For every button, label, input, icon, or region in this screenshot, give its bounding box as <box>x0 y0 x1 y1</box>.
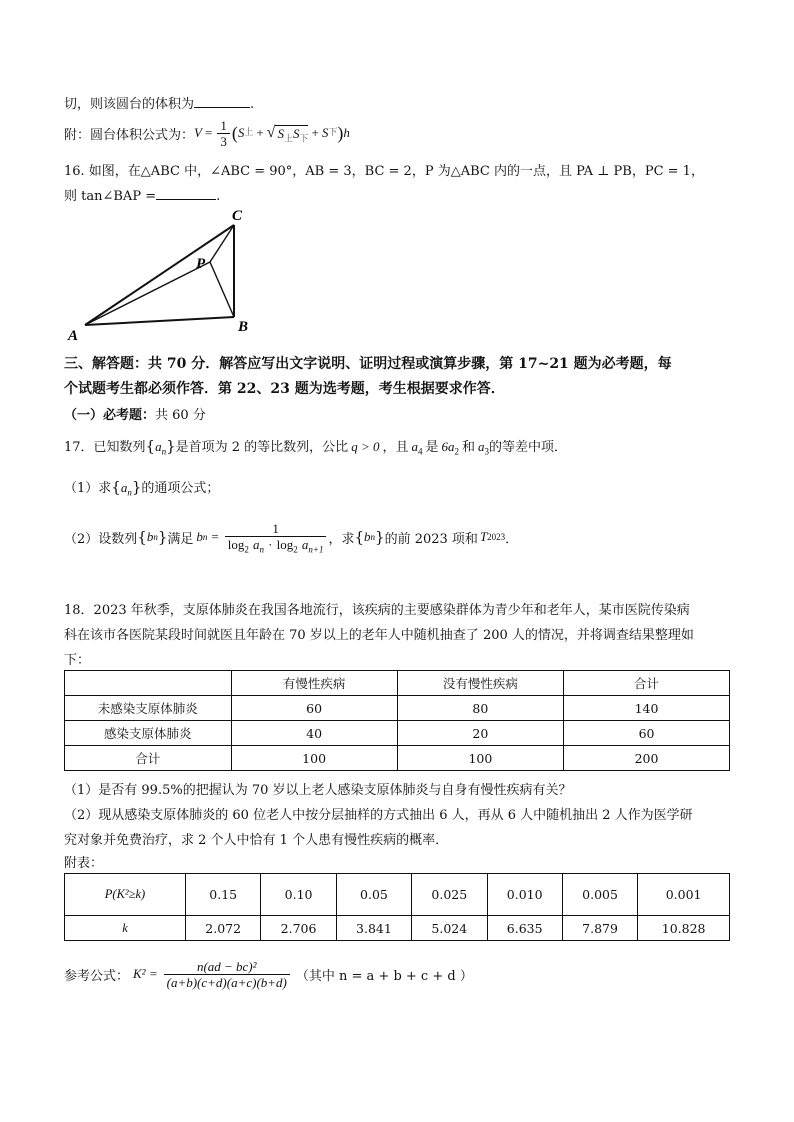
q17-mid2: ，且 <box>382 440 409 455</box>
table-cell: 20 <box>397 721 563 746</box>
side-ac <box>85 225 234 325</box>
segment-pa <box>85 262 210 325</box>
formula-s-low-2: S <box>321 125 329 140</box>
T: T <box>479 529 488 544</box>
k-cell: 2.706 <box>261 916 336 941</box>
p-cell: 0.05 <box>336 874 411 916</box>
row-label: 合计 <box>65 746 232 771</box>
six-a2: 6a <box>441 439 455 454</box>
q16-line2: 则 tan∠BAP = . <box>64 189 221 204</box>
segment-pc <box>210 225 234 262</box>
frustum-formula: 附：圆台体积公式为： V = $\frac{1}{3}$ ( S 上 + √ $S_上S_下$ + S 下 ) h <box>64 117 350 149</box>
sub-up-2: 上 <box>283 134 293 145</box>
header-cell: 没有慢性疾病 <box>397 671 563 696</box>
table-cell: 140 <box>564 696 730 721</box>
table-cell: 40 <box>231 721 397 746</box>
seq-a-2: a <box>120 480 128 495</box>
den-an: a <box>253 537 260 552</box>
label-a: A <box>68 328 79 340</box>
k-cell: 2.072 <box>186 916 261 941</box>
p-cell: 0.15 <box>186 874 261 916</box>
q17-mid4: 和 <box>462 440 476 455</box>
formula-s-up: S <box>237 125 245 140</box>
table-row <box>65 696 730 721</box>
row-label: 感染支原体肺炎 <box>65 721 232 746</box>
table-cell: 60 <box>231 696 397 721</box>
k-cell: 3.841 <box>336 916 411 941</box>
q18-line2: 科在该市各医院某段时间就医且年龄在 70 岁以上的老年人中随机抽查了 200 人的情况，并将调查结果整理如 <box>64 628 694 643</box>
q16-question: 则 tan∠BAP = <box>64 189 157 204</box>
bn-fraction <box>225 521 327 553</box>
label-b: B <box>238 319 249 335</box>
part1-score: 共 60 分 <box>155 408 206 423</box>
side-ab <box>85 317 234 325</box>
k-cell: 6.635 <box>487 916 562 941</box>
segment-pb <box>210 262 234 317</box>
formula-s-up-2: S <box>277 125 284 141</box>
den-an-sub: n <box>259 544 264 555</box>
formula-v: V <box>194 125 202 140</box>
bn-den <box>225 537 327 553</box>
survey-table <box>64 670 730 771</box>
a2-sub: 2 <box>454 446 459 457</box>
header-cell: 合计 <box>564 671 730 696</box>
p-cell: 0.005 <box>562 874 637 916</box>
p-cell: 0.025 <box>412 874 487 916</box>
table-row <box>65 746 730 771</box>
k-cell: 10.828 <box>638 916 730 941</box>
header-cell: 有慢性疾病 <box>231 671 397 696</box>
log1: log <box>227 537 245 552</box>
a4-sub: 4 <box>417 446 423 457</box>
q17-mid3: 是 <box>425 440 439 455</box>
p-row <box>65 874 730 916</box>
q17-sub1: （1）求$\{a_n\}$的通项公式； <box>64 478 220 498</box>
ref-note: （其中 n = a + b + c + d ） <box>295 968 473 984</box>
ref-fraction <box>164 959 290 990</box>
ref-label: 参考公式： <box>64 968 130 984</box>
critical-value-table <box>64 873 730 941</box>
table-row <box>65 721 730 746</box>
table-cell: 100 <box>397 746 563 771</box>
p-cell: 0.10 <box>261 874 336 916</box>
seq-b: b <box>146 529 154 544</box>
q15-tail-text: 切，则该圆台的体积为 <box>64 97 195 112</box>
q18-line1: 18．2023 年秋季，支原体肺炎在我国各地流行，该疾病的主要感染群体为青少年和老年人，某市医院传染病 <box>64 603 690 618</box>
bn-num: 1 <box>225 521 327 537</box>
sub2-post1: ，求 <box>328 531 355 547</box>
formula-h: h <box>343 125 350 140</box>
ref-lhs: K² = <box>133 966 158 981</box>
k-cell: 5.024 <box>412 916 487 941</box>
a3: a <box>478 439 485 454</box>
formula-label: 附：圆台体积公式为： <box>64 127 195 143</box>
q18-sub2-line2: 究对象并免费治疗，求 2 个人中恰有 1 个人患有慢性疾病的概率． <box>64 833 449 848</box>
table-cell: 80 <box>397 696 563 721</box>
frac-num: 1 <box>217 118 230 134</box>
q18-line3: 下： <box>64 653 91 668</box>
table-cell: 100 <box>231 746 397 771</box>
sub-low: 下 <box>299 134 309 145</box>
survey-header-row <box>65 671 730 696</box>
a3-sub: 3 <box>484 446 490 457</box>
seq-a-sub-2: n <box>127 487 132 498</box>
ref-den: (a+b)(c+d)(a+c)(b+d) <box>166 974 287 990</box>
q17-stem: 17．已知数列$\{a_n\}$是首项为 2 的等比数列，公比 q > 0 ，且 $a_4$ 是 $6a_2$ 和 $a_3$的等差中项． <box>64 437 568 457</box>
appendix-label: 附表： <box>64 856 104 871</box>
label-p: P <box>196 256 206 272</box>
log2-base: 2 <box>293 544 298 555</box>
section3-title-line2: 个试题考生都必须作答．第 22、23 题为选考题，考生根据要求作答． <box>64 381 505 397</box>
header-cell <box>65 671 232 696</box>
q15-tail-line: 切，则该圆台的体积为 . <box>64 97 255 112</box>
q16-line1: 16. 如图，在△ABC 中，∠ABC = 90°，AB = 3，BC = 2，P 为△ABC 内的一点，且 PA ⊥ PB，PC = 1， <box>64 164 704 179</box>
answer-blank <box>194 95 250 108</box>
den-an1: a <box>301 537 309 552</box>
table-cell: 200 <box>564 746 730 771</box>
formula-frac <box>217 118 230 149</box>
k-row-head: k <box>65 916 186 941</box>
sub1-post: 的通项公式； <box>141 481 220 496</box>
p-row-head: P(K²≥k) <box>65 874 186 916</box>
reference-formula <box>64 952 473 996</box>
row-label: 未感染支原体肺炎 <box>65 696 232 721</box>
seq-b-2: b <box>364 529 371 544</box>
formula-eq: = <box>204 125 213 140</box>
q17-head: 17．已知数列 <box>64 440 146 455</box>
sub1-pre: （1）求 <box>64 481 112 496</box>
q17-sub2: （2）设数列 { b n } 满足 b n = $\frac{1}{\log_2 a_n \cdot \log_2 a_{n+1}}$ ，求 { b n } 的前 2023 项和 T 2023 ． <box>64 521 519 555</box>
p-cell: 0.001 <box>638 874 730 916</box>
formula-s-low: S <box>292 125 300 141</box>
k-cell: 7.879 <box>562 916 637 941</box>
sub2-mid: 满足 <box>167 531 194 547</box>
table-cell: 60 <box>564 721 730 746</box>
seq-a-sub: n <box>161 446 167 457</box>
part1-label: （一）必考题： <box>64 408 156 423</box>
bn-eq: = <box>211 529 219 544</box>
q17-cond: q > 0 <box>351 439 380 454</box>
part1-heading <box>64 404 206 423</box>
den-dot: · <box>268 537 273 552</box>
q18-sub1: （1）是否有 99.5%的把握认为 70 岁以上老人感染支原体肺炎与自身有慢性疾病有关？ <box>64 783 572 798</box>
answer-blank <box>156 187 216 200</box>
sub2-post2: 的前 2023 项和 <box>384 531 478 547</box>
ref-num: n(ad − bc)² <box>164 959 290 975</box>
bn: b <box>196 529 203 544</box>
triangle-figure <box>60 205 270 340</box>
sub2-pre: （2）设数列 <box>64 531 138 547</box>
period: ． <box>505 531 519 547</box>
q18-sub2-line1: （2）现从感染支原体肺炎的 60 位老人中按分层抽样的方式抽出 6 人，再从 6 人中随机抽出 2 人作为医学研 <box>64 808 693 823</box>
p-cell: 0.010 <box>487 874 562 916</box>
label-c: C <box>232 208 243 224</box>
section3-title-line1: 三、解答题：共 70 分．解答应写出文字说明、证明过程或演算步骤，第 17~21 题为必考题，每 <box>64 356 672 372</box>
log2: log <box>276 537 294 552</box>
q17-mid1: 是首项为 2 的等比数列，公比 <box>175 440 349 455</box>
k-row <box>65 916 730 941</box>
frac-den: 3 <box>220 133 227 149</box>
q17-tail: 的等差中项． <box>489 440 568 455</box>
seq-a: a <box>155 439 162 454</box>
a4: a <box>411 439 418 454</box>
den-an1-sub: n+1 <box>308 544 324 555</box>
log1-base: 2 <box>244 544 249 555</box>
